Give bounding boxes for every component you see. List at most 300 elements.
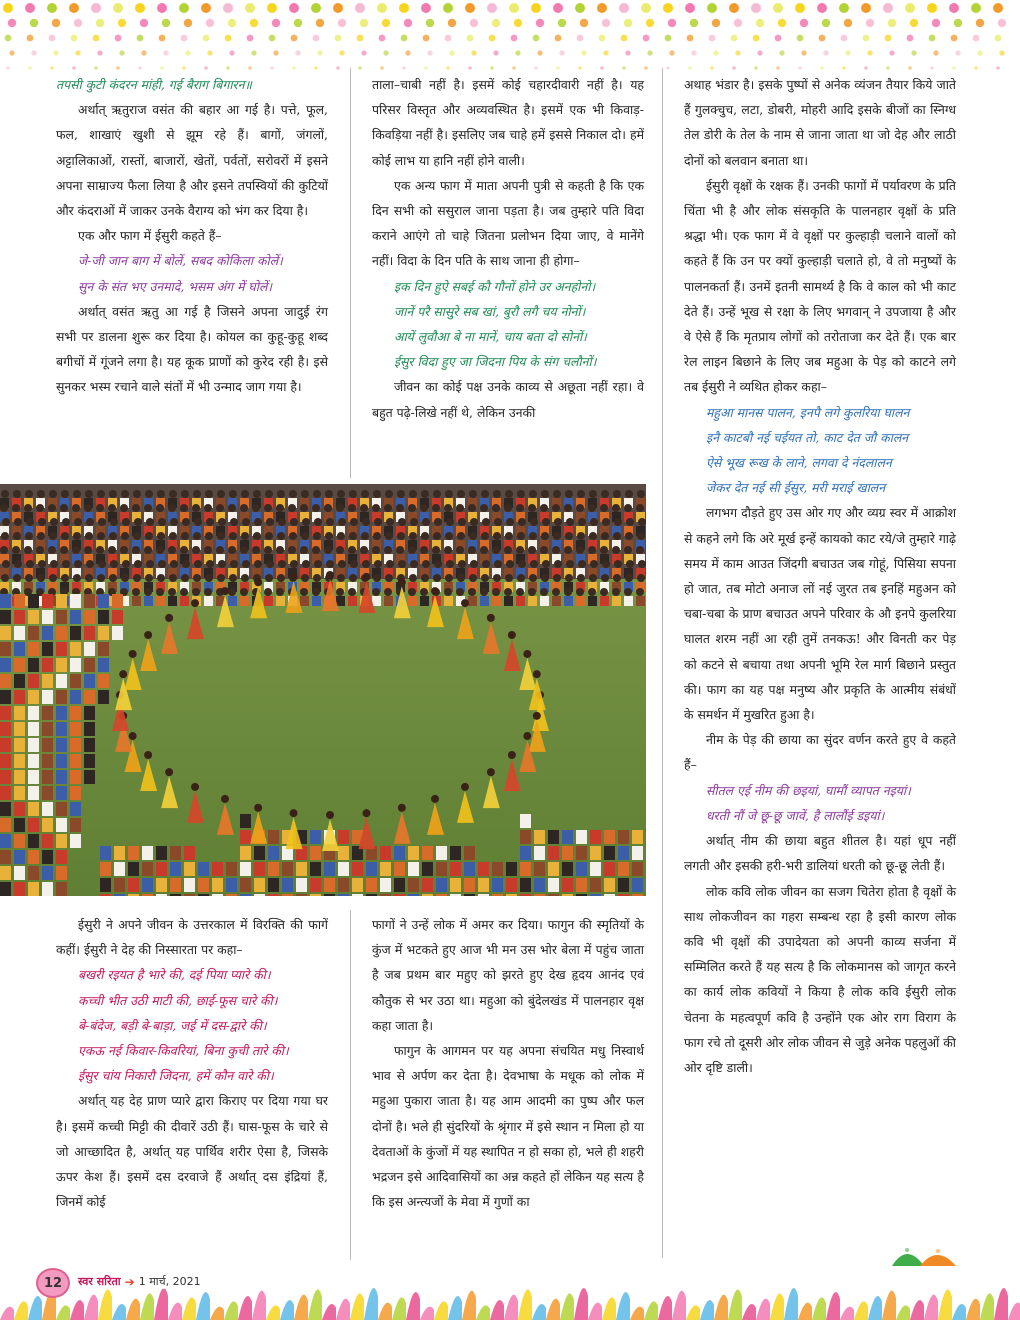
spectator [352, 894, 363, 896]
crowd-person [564, 504, 572, 512]
decorative-dot [91, 3, 101, 13]
crowd-person [469, 532, 477, 540]
spectator [310, 846, 321, 860]
spectator [142, 878, 153, 892]
crowd-person [541, 532, 549, 540]
dancer-head [326, 811, 334, 819]
crowd-person [480, 546, 488, 554]
decorative-dot [247, 35, 254, 42]
dancer-head [398, 804, 406, 812]
spectator [562, 846, 573, 860]
crowd-person [349, 532, 357, 540]
crowd-person [73, 532, 81, 540]
spectator [42, 722, 53, 736]
spectator [100, 846, 111, 860]
crowd-person [325, 532, 333, 540]
crowd-person [625, 490, 633, 498]
crowd-person [576, 546, 584, 554]
crowd-person [204, 588, 212, 596]
crowd-person-body [540, 596, 549, 606]
spectator [98, 626, 109, 640]
spectator [380, 894, 391, 896]
spectator [70, 690, 81, 704]
verse-line: एकऊ नई किवार-किवरियां, बिना कुची तारे की। [78, 1043, 289, 1059]
decorative-brush-stroke [742, 1304, 756, 1320]
spectator [618, 830, 629, 844]
paragraph: ताला–चाबी नहीं है। इसमें कोई चहारदीवारी नहीं है। यह परिसर विस्तृत और अव्यवस्थित है। इसमें एक भी किवाड़-किवड़िया नहीं है। इसलिए जब चाहे हमें इससे निकाल दो। हमें कोई लाभ या हानि नहीं होने वाली। [372, 77, 644, 168]
spectator [42, 674, 53, 688]
decorative-dot [886, 66, 890, 70]
crowd-person [636, 546, 644, 554]
crowd-person [348, 504, 356, 512]
crowd-person [290, 518, 298, 526]
crowd-person-body [552, 596, 561, 606]
spectator [422, 894, 433, 896]
spectator [562, 830, 573, 844]
crowd-person [121, 532, 129, 540]
spectator [70, 802, 81, 816]
crowd-person [540, 588, 548, 596]
spectator [226, 894, 237, 896]
spectator [212, 862, 223, 876]
crowd-person [504, 504, 512, 512]
decorative-dot [756, 19, 764, 27]
crowd-person [264, 588, 272, 596]
decorative-brush-stroke [28, 1296, 42, 1320]
crowd-person [421, 490, 429, 498]
decorative-dot [289, 3, 299, 13]
spectator [56, 690, 67, 704]
dancer-head [165, 768, 173, 776]
crowd-person [266, 560, 274, 568]
crowd-person [420, 546, 428, 554]
decorative-dot [996, 66, 1000, 70]
decorative-dot [72, 66, 76, 70]
decorative-brush-stroke [224, 1301, 238, 1320]
decorative-dot [31, 50, 36, 55]
crowd-person [337, 490, 345, 498]
crowd-person [336, 546, 344, 554]
crowd-person [589, 574, 597, 582]
crowd-person [602, 518, 610, 526]
crowd-person [336, 504, 344, 512]
decorative-dot [974, 66, 978, 70]
spectator [184, 894, 195, 896]
crowd-person [108, 546, 116, 554]
decorative-dot [52, 19, 60, 27]
decorative-dot [448, 19, 456, 27]
decorative-brush-stroke [182, 1297, 196, 1320]
decorative-brush-stroke [672, 1291, 686, 1320]
decorative-dot [471, 50, 476, 55]
crowd-person [566, 560, 574, 568]
decorative-dot [663, 3, 673, 13]
decorative-dot [250, 19, 258, 27]
spectator [562, 878, 573, 892]
crowd-person [433, 574, 441, 582]
crowd-person [312, 504, 320, 512]
decorative-dot [933, 50, 938, 55]
crowd-person [193, 574, 201, 582]
spectator [226, 878, 237, 892]
decorative-dot [514, 19, 522, 27]
crowd-person [420, 588, 428, 596]
crowd-person [301, 490, 309, 498]
crowd-person [385, 574, 393, 582]
verse-line: धरती नौं जे छू-छू जावें, है लालौंई डइयां। [706, 807, 885, 823]
crowd-person [206, 560, 214, 568]
decorative-dot [404, 19, 412, 27]
crowd-person [493, 490, 501, 498]
spectator [0, 642, 11, 656]
decorative-dot [993, 3, 1003, 13]
decorative-dot [778, 19, 786, 27]
spectator [240, 878, 251, 892]
crowd-person [553, 574, 561, 582]
decorative-brush-stroke [308, 1289, 322, 1320]
crowd-person [360, 504, 368, 512]
crowd-person [505, 490, 513, 498]
crowd-person [168, 588, 176, 596]
crowd-person [24, 504, 32, 512]
spectator [114, 878, 125, 892]
spectator [590, 894, 601, 896]
crowd-person [517, 574, 525, 582]
spectator [42, 882, 53, 896]
decorative-dot [779, 50, 784, 55]
crowd-person [302, 560, 310, 568]
column-divider [350, 910, 351, 1260]
decorative-brush-stroke [448, 1296, 462, 1320]
crowd-person [62, 518, 70, 526]
spectator [56, 866, 67, 880]
decorative-brush-stroke [364, 1288, 378, 1320]
verse-line: आयें लुवौआ बे ना मानें, चाय बता दो सोनों। [394, 329, 587, 345]
decorative-brush-stroke [840, 1307, 854, 1320]
decorative-dot [379, 35, 386, 42]
crowd-person-body [156, 596, 165, 606]
crowd-person [169, 490, 177, 498]
crowd-person [541, 490, 549, 498]
decorative-dot [204, 66, 208, 70]
dancer-head [362, 809, 370, 817]
dancer-head [290, 573, 298, 581]
spectator [436, 846, 447, 860]
dancer-head [508, 631, 516, 639]
decorative-dot [97, 50, 102, 55]
decorative-dot [709, 35, 716, 42]
crowd-person-body [492, 596, 501, 606]
crowd-person [276, 588, 284, 596]
spectator [14, 866, 25, 880]
crowd-person-body [516, 596, 525, 606]
spectator [198, 878, 209, 892]
spectator [0, 754, 11, 768]
decorative-dot-band [0, 0, 1020, 76]
spectator [366, 894, 377, 896]
spectator [394, 878, 405, 892]
spectator [170, 846, 181, 860]
decorative-brush-stroke [630, 1307, 644, 1320]
decorative-brush-stroke [84, 1295, 98, 1320]
crowd-person [504, 588, 512, 596]
spectator [254, 862, 265, 876]
decorative-dot [445, 35, 452, 42]
decorative-dot [509, 3, 519, 13]
decorative-dot [732, 66, 736, 70]
spectator [56, 674, 67, 688]
crowd-person [468, 588, 476, 596]
dancer-head [523, 732, 531, 740]
spectator [156, 862, 167, 876]
spectator [42, 866, 53, 880]
decorative-dot [135, 3, 145, 13]
crowd-person [144, 504, 152, 512]
crowd-person [564, 546, 572, 554]
spectator [464, 894, 475, 896]
decorative-brush-stroke [238, 1296, 252, 1320]
spectator [534, 830, 545, 844]
dancer-head [533, 670, 541, 678]
decorative-dot [49, 35, 56, 42]
decorative-dot [468, 66, 472, 70]
decorative-dot [225, 35, 232, 42]
crowd-person [181, 532, 189, 540]
crowd-person [181, 490, 189, 498]
spectator [14, 802, 25, 816]
spectator [42, 626, 53, 640]
spectator [534, 862, 545, 876]
spectator [282, 862, 293, 876]
crowd-person [422, 518, 430, 526]
spectator [422, 878, 433, 892]
crowd-person [337, 574, 345, 582]
crowd-person-body [528, 596, 537, 606]
spectator [70, 722, 81, 736]
spectator [310, 862, 321, 876]
paragraph: जीवन का कोई पक्ष उनके काव्य से अछूता नहीं रहा। वे बहुत पढ़े-लिखे नहीं थे, लेकिन उनकी [372, 379, 644, 420]
crowd-person [97, 490, 105, 498]
crowd-person [601, 574, 609, 582]
decorative-dot [839, 3, 849, 13]
decorative-brush-stroke [728, 1289, 742, 1320]
spectator [436, 894, 447, 896]
crowd-person [204, 546, 212, 554]
spectator [548, 846, 559, 860]
decorative-dot [643, 35, 650, 42]
spectator [42, 818, 53, 832]
crowd-person [228, 588, 236, 596]
spectator [56, 658, 67, 672]
crowd-person-body [276, 596, 285, 606]
crowd-person [1, 532, 9, 540]
decorative-dot [575, 3, 585, 13]
crowd-person [469, 574, 477, 582]
spectator [324, 878, 335, 892]
spectator [534, 846, 545, 860]
decorative-dot [998, 19, 1006, 27]
dancer-head [129, 732, 137, 740]
decorative-dot [382, 19, 390, 27]
crowd-person [600, 588, 608, 596]
decorative-dot [360, 19, 368, 27]
spectator [56, 770, 67, 784]
decorative-dot [795, 3, 805, 13]
crowd-person [253, 532, 261, 540]
decorative-dot [775, 35, 782, 42]
spectator [28, 674, 39, 688]
spectator [366, 862, 377, 876]
crowd-person [372, 588, 380, 596]
crowd-person [530, 560, 538, 568]
decorative-brush-stroke [560, 1293, 574, 1320]
spectator [70, 770, 81, 784]
crowd-person [337, 532, 345, 540]
crowd-person [62, 560, 70, 568]
spectator [14, 642, 25, 656]
verse-line: जानें परै सासुरे सब खां, बुरौ लगै चय नोनों। [394, 303, 586, 319]
crowd-person [314, 518, 322, 526]
spectator [0, 658, 11, 672]
spectator [380, 862, 391, 876]
spectator [212, 894, 223, 896]
spectator [14, 658, 25, 672]
crowd-person [374, 560, 382, 568]
spectator [56, 882, 67, 896]
decorative-dot [339, 50, 344, 55]
decorative-dot [335, 35, 342, 42]
crowd-person [577, 490, 585, 498]
crowd-person [373, 532, 381, 540]
decorative-dot [9, 50, 14, 55]
crowd-person [74, 560, 82, 568]
crowd-person [265, 532, 273, 540]
spectator [380, 846, 391, 860]
spectator [42, 802, 53, 816]
crowd-person [553, 532, 561, 540]
crowd-person [348, 588, 356, 596]
crowd-person [193, 490, 201, 498]
spectator [604, 830, 615, 844]
crowd-person [97, 532, 105, 540]
crowd-person [157, 574, 165, 582]
crowd-person [541, 574, 549, 582]
crowd-person [336, 588, 344, 596]
spectator [56, 738, 67, 752]
decorative-dot [911, 50, 916, 55]
crowd-person [12, 504, 20, 512]
verse-line: तपसी कुटी कंदरन मांही, गई बैराग बिगारन॥ [56, 77, 252, 92]
crowd-person [194, 560, 202, 568]
spectator [338, 846, 349, 860]
crowd-person [409, 490, 417, 498]
decorative-brush-stroke [490, 1300, 504, 1320]
crowd-person [169, 574, 177, 582]
crowd-person [290, 560, 298, 568]
crowd-person [565, 490, 573, 498]
spectator [14, 722, 25, 736]
crowd-person [373, 574, 381, 582]
crowd-person [192, 546, 200, 554]
festival-dance-photo [0, 484, 646, 896]
decorative-brush-stroke [112, 1304, 126, 1320]
decorative-dot [336, 66, 340, 70]
crowd-person [158, 560, 166, 568]
crowd-person [1, 490, 9, 498]
crowd-person [25, 490, 33, 498]
decorative-dot [646, 19, 654, 27]
decorative-dot [292, 66, 296, 70]
decorative-dot [163, 50, 168, 55]
spectator [562, 862, 573, 876]
crowd-person [457, 532, 465, 540]
crowd-person [73, 574, 81, 582]
spectator [14, 818, 25, 832]
crowd-person [434, 518, 442, 526]
decorative-dot [181, 35, 188, 42]
spectator [520, 830, 531, 844]
decorative-dot [201, 3, 211, 13]
decorative-dot [905, 3, 915, 13]
crowd-person [516, 546, 524, 554]
spectator [14, 594, 25, 608]
crowd-person [362, 560, 370, 568]
paragraph: ईसुरी ने अपने जीवन के उत्तरकाल में विरक्ति की फागें कहीं। ईसुरी ने देह की निस्सारता पर कहा– [56, 917, 328, 958]
decorative-brush-stroke [952, 1304, 966, 1320]
crowd-person [180, 546, 188, 554]
crowd-person [26, 560, 34, 568]
verse-line: महुआ मानस पालन, इनपै लगे कुलरिया घालन [706, 404, 910, 420]
spectator [28, 866, 39, 880]
decorative-brush-stroke [378, 1303, 392, 1320]
crowd-person [145, 574, 153, 582]
decorative-dot [949, 3, 959, 13]
decorative-dot [74, 19, 82, 27]
crowd-person [85, 574, 93, 582]
dancer-head [119, 670, 127, 678]
crowd-person [494, 518, 502, 526]
crowd-person [600, 504, 608, 512]
spectator [100, 878, 111, 892]
verse-line: जे-जी जान बाग में बोलें, सबद कोकिला कोलें। [78, 253, 283, 269]
spectator [338, 862, 349, 876]
crowd-person [408, 588, 416, 596]
dancer-head [398, 578, 406, 586]
crowd-person [2, 560, 10, 568]
crowd-person [446, 560, 454, 568]
crowd-person-body [228, 596, 237, 606]
crowd-person [120, 504, 128, 512]
crowd-person [373, 490, 381, 498]
crowd-person-body [636, 596, 645, 606]
verse-line: सीतल एई नीम की छइयां, घामौं व्यापत नइयां। [706, 782, 911, 798]
decorative-brush-stroke [210, 1307, 224, 1320]
spectator [0, 770, 11, 784]
decorative-brush-stroke [1008, 1303, 1020, 1320]
spectator [84, 722, 95, 736]
spectator [464, 862, 475, 876]
decorative-brush-stroke [686, 1305, 700, 1320]
crowd-person [168, 546, 176, 554]
crowd-person-body [264, 596, 273, 606]
decorative-dot [8, 19, 16, 27]
spectator [576, 862, 587, 876]
spectator [268, 878, 279, 892]
crowd-person-body [312, 596, 321, 606]
crowd-person [456, 546, 464, 554]
crowd-person-body [348, 596, 357, 606]
spectator [632, 878, 643, 892]
